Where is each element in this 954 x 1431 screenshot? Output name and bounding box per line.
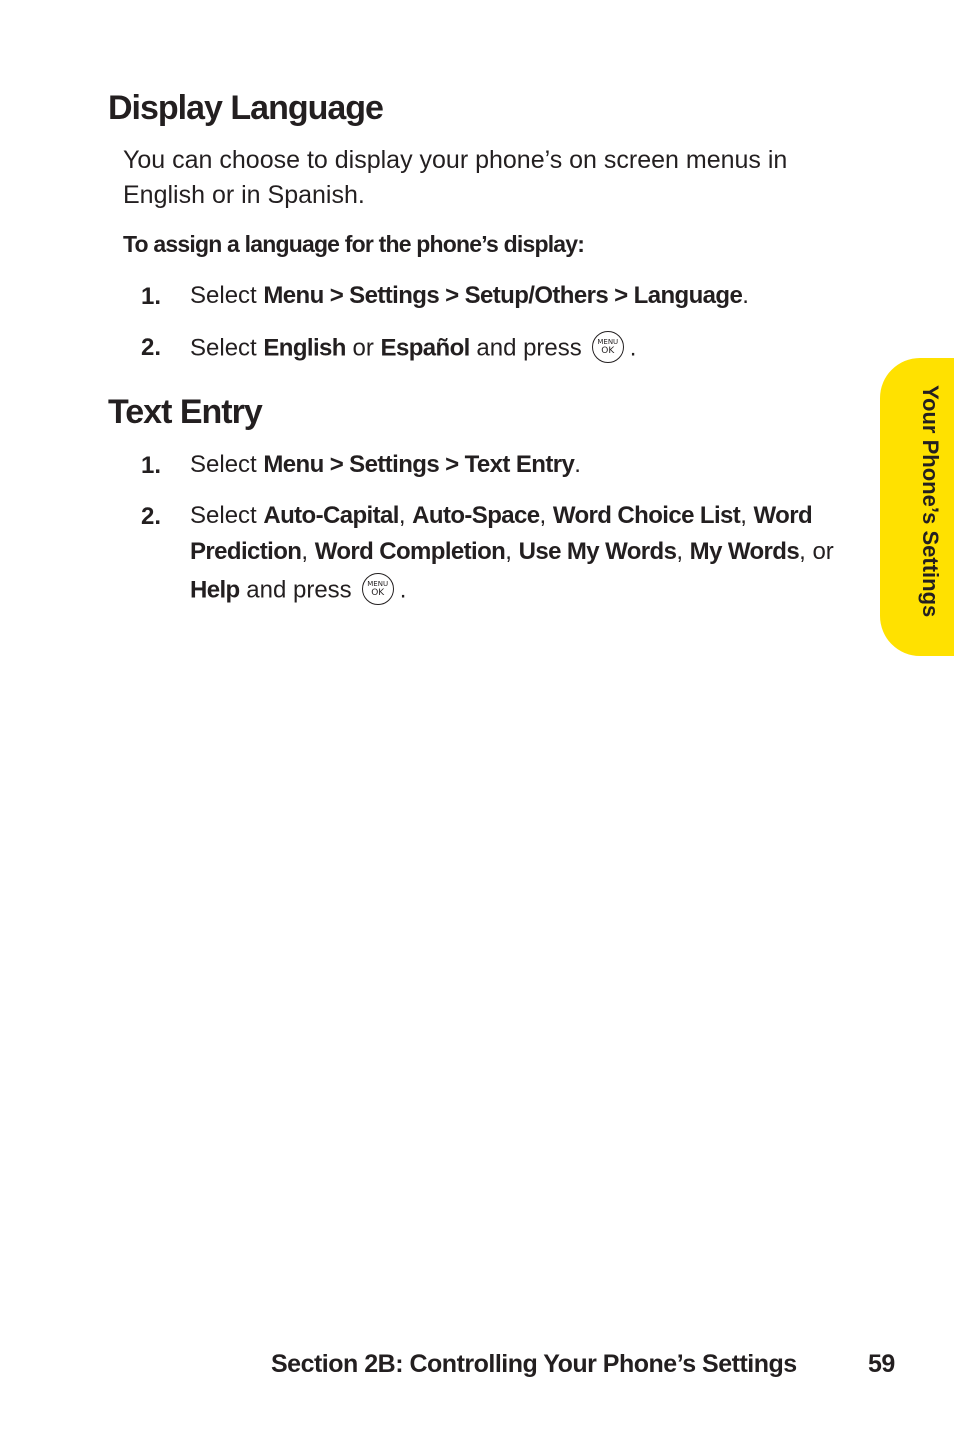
menu-ok-key-icon: MENU OK <box>362 573 394 605</box>
display-language-step-1: Select Menu > Settings > Setup/Others > Language. <box>190 282 749 309</box>
intro-line-2: English or in Spanish. <box>123 181 365 209</box>
text-entry-heading: Text Entry <box>108 393 262 431</box>
display-language-intro <box>123 143 787 213</box>
step-number: 1. <box>141 452 162 479</box>
step-number: 2. <box>141 334 162 361</box>
display-language-heading: Display Language <box>108 89 383 127</box>
text-entry-step-2-line-3: Help and press MENU OK . <box>190 575 406 607</box>
intro-line-1: You can choose to display your phone’s on screen menus in <box>123 146 788 174</box>
menu-ok-key-icon: MENU OK <box>592 331 624 363</box>
menu-path: Menu > Settings > Setup/Others > Language <box>263 282 743 309</box>
step-number: 2. <box>141 503 162 530</box>
section-side-tab-label: Your Phone’s Settings <box>918 385 943 618</box>
step-number: 1. <box>141 283 162 310</box>
page-number: 59 <box>868 1350 895 1378</box>
text-entry-step-2-line-2: Prediction, Word Completion, Use My Words, My Words, or <box>190 538 834 565</box>
display-language-lead: To assign a language for the phone’s display: <box>123 231 585 257</box>
menu-path: Menu > Settings > Text Entry <box>263 451 575 478</box>
footer-section-title: Section 2B: Controlling Your Phone’s Settings <box>271 1350 797 1378</box>
text-entry-step-2-line-1: Select Auto-Capital, Auto-Space, Word Choice List, Word <box>190 502 813 529</box>
text-entry-step-1: Select Menu > Settings > Text Entry. <box>190 451 581 478</box>
display-language-step-2: Select English or Español and press MENU OK . <box>190 333 636 365</box>
